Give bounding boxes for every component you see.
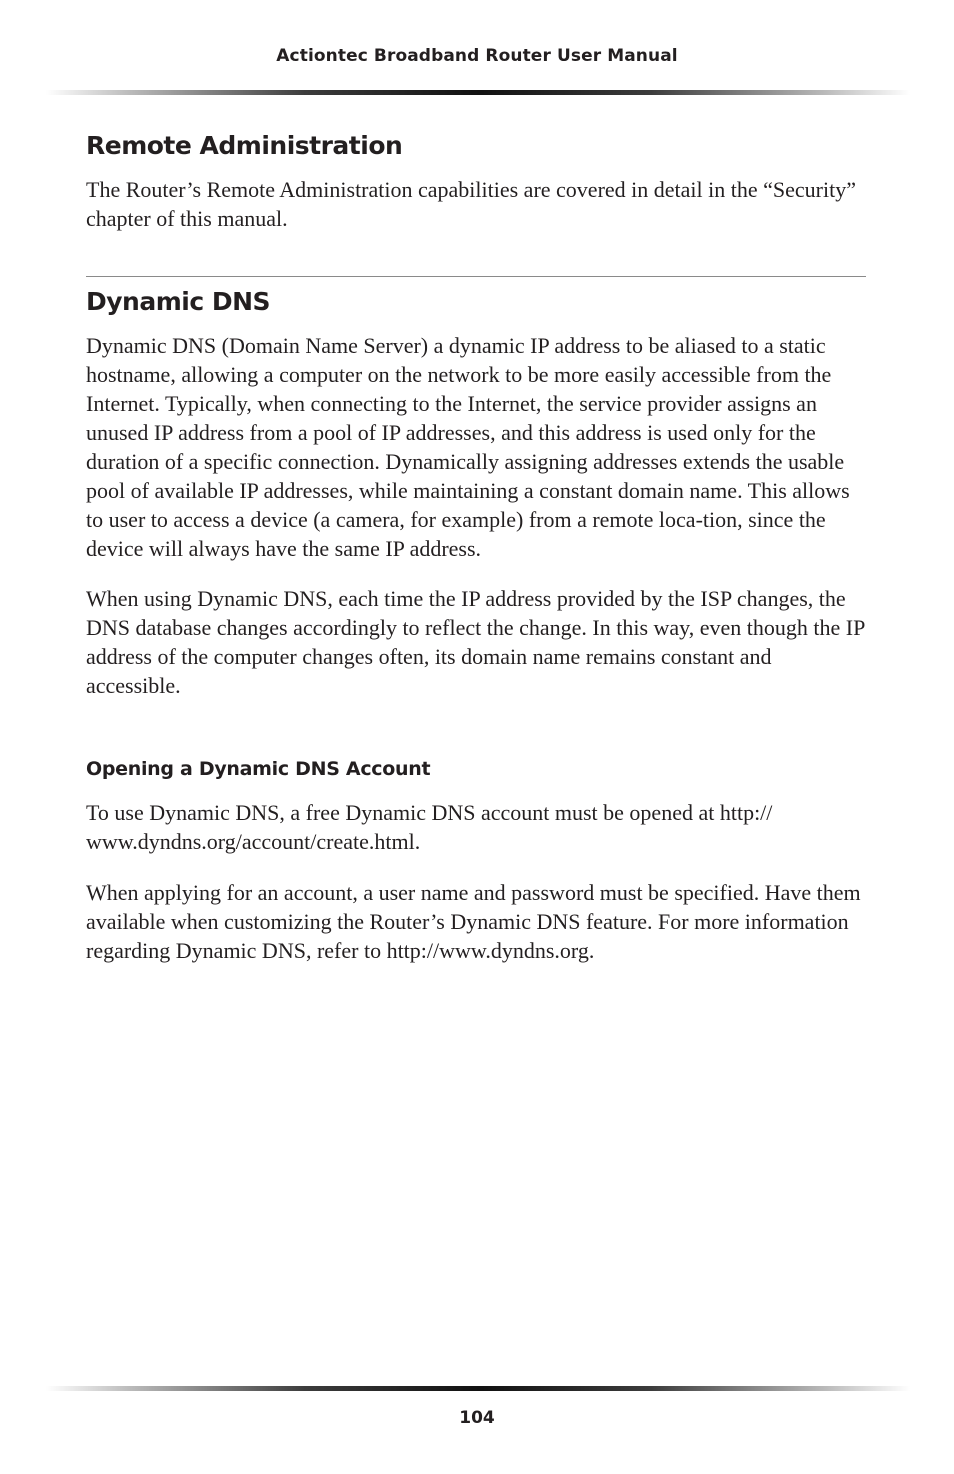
footer-rule bbox=[46, 1386, 910, 1391]
dynamic-dns-paragraph-1: Dynamic DNS (Domain Name Server) a dynamic IP address to be aliased to a static hostname, allowing a computer on the network to be more easily accessible from the Internet. Typically, when connecting to the Internet, the service provider assigns an unused IP address from a pool of IP addresses, and this address is used only for the duration of a specific connection. Dynamically assigning addresses extends the usable pool of available IP addresses, while maintaining a constant domain name. This allows to user to access a device (a camera, for example) from a remote loca-tion, since the device will always have the same IP address. bbox=[86, 333, 850, 561]
section-heading-dynamic-dns: Dynamic DNS bbox=[86, 287, 271, 316]
dynamic-dns-paragraph-2: When using Dynamic DNS, each time the IP address provided by the ISP changes, the DNS database changes accordingly to reflect the change. In this way, even though the IP address of the computer changes often, its domain name remains constant and accessible. bbox=[86, 586, 865, 698]
header-rule bbox=[46, 90, 910, 95]
running-header: Actiontec Broadband Router User Manual bbox=[276, 46, 678, 66]
section-heading-remote-administration: Remote Administration bbox=[86, 131, 403, 160]
section-divider bbox=[86, 276, 866, 277]
opening-account-paragraph-2: When applying for an account, a user name and password must be specified. Have them available when customizing the Router’s Dynamic DNS feature. For more information regarding Dynamic DNS, refer to http://www.dyndns.org. bbox=[86, 880, 861, 963]
opening-account-paragraph-1: To use Dynamic DNS, a free Dynamic DNS account must be opened at http:// www.dyndns.org/account/create.html. bbox=[86, 800, 773, 854]
remote-administration-paragraph: The Router’s Remote Administration capabilities are covered in detail in the “Security” chapter of this manual. bbox=[86, 177, 856, 231]
subheading-opening-account: Opening a Dynamic DNS Account bbox=[86, 758, 431, 780]
page-number: 104 bbox=[459, 1408, 495, 1428]
